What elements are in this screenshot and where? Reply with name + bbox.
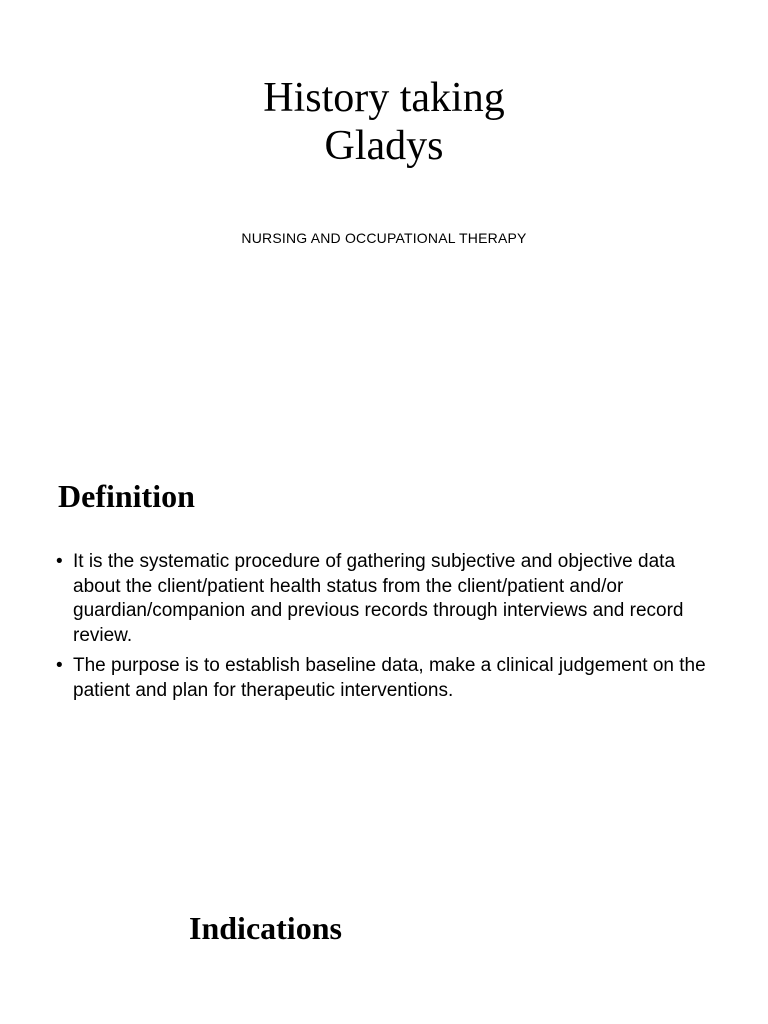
definition-heading: Definition (58, 478, 195, 514)
indications-slide (0, 880, 768, 1024)
title-slide (0, 0, 768, 440)
definition-slide (0, 440, 768, 880)
definition-bullet-list (56, 550, 716, 709)
slide-title (0, 74, 768, 170)
slide-subtitle: NURSING AND OCCUPATIONAL THERAPY (241, 230, 527, 246)
title-line-2: Gladys (324, 123, 444, 169)
indications-heading: Indications (189, 910, 342, 946)
bullet-dot-icon: • (56, 655, 63, 676)
bullet-text: It is the systematic procedure of gathering subjective and objective data about the client/patient health status from the client/patient and/or guardian/companion and previous records through interviews and record review. (73, 551, 684, 646)
bullet-item (56, 654, 716, 703)
bullet-dot-icon: • (56, 551, 63, 572)
bullet-text: The purpose is to establish baseline data, make a clinical judgement on the patient and plan for therapeutic interventions. (73, 655, 706, 701)
bullet-item (56, 550, 716, 648)
title-line-1: History taking (263, 75, 505, 121)
